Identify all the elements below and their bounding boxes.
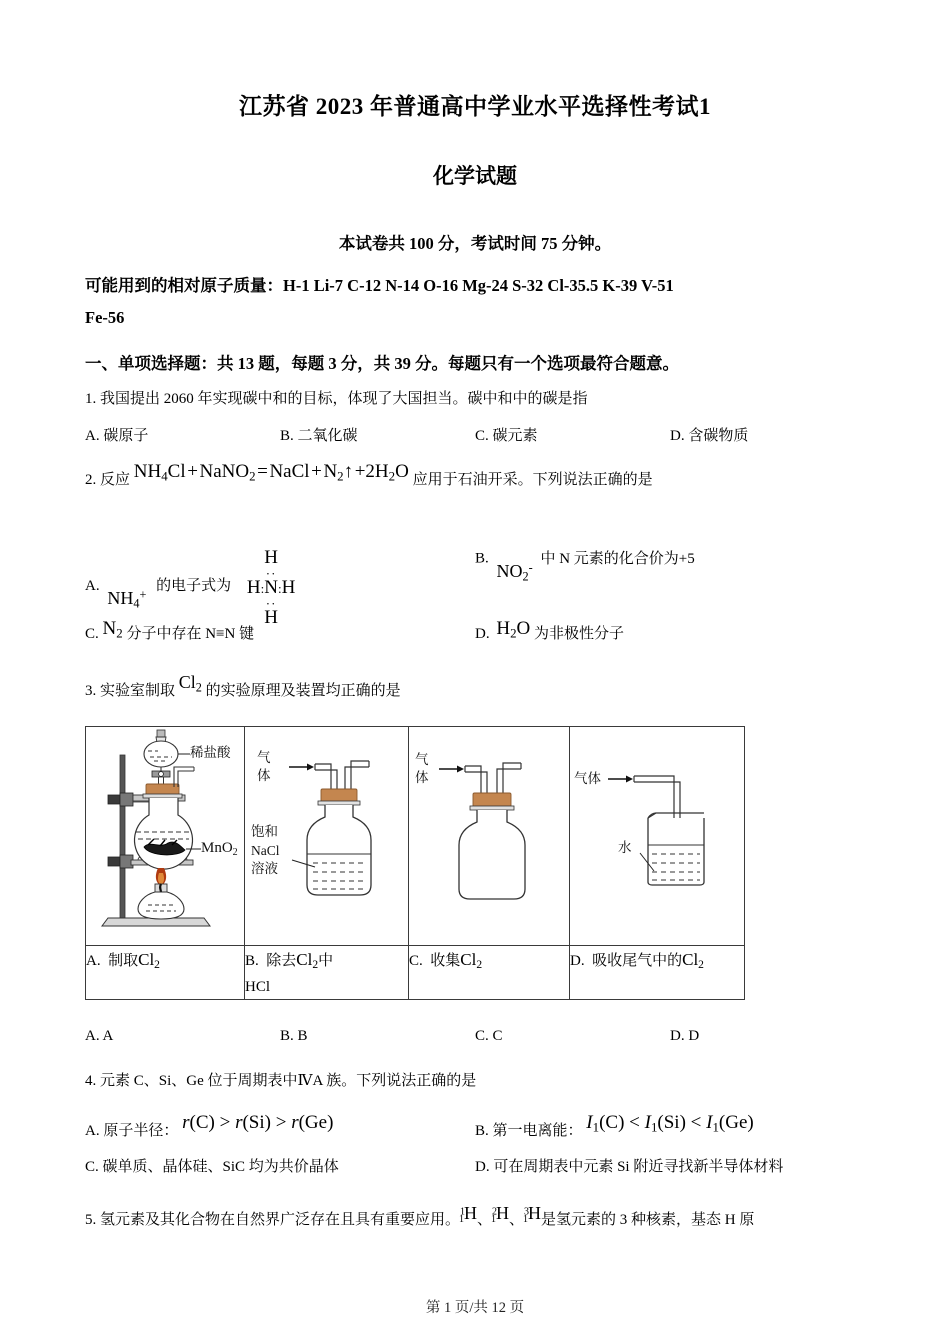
label-dilute-hcl: 稀盐酸 — [190, 745, 231, 761]
question-2: 2. 反应 $NH_4Cl$ + NaNO$_2$ = NaCl + $N_2↑$ $+2H_2O$ 应用于石油开采。下列说法正确的是 — [85, 461, 653, 489]
isotope-3: $^3_1$H — [523, 1203, 542, 1226]
question-4: 4. 元素 C、Si、Ge 位于周期表中ⅣA 族。下列说法正确的是 — [85, 1073, 477, 1090]
option-2d-formula: $H_2O$ — [496, 618, 531, 641]
option-2b-formula: $NO_2^-$ — [496, 560, 533, 584]
lewis-bottom-h: H — [264, 607, 278, 629]
atomic-mass-line-2: Fe-56 — [85, 308, 125, 328]
question-3: 3. 实验室制取 $Cl_2$ 的实验原理及装置均正确的是 — [85, 672, 401, 700]
apparatus-caption-row — [86, 946, 745, 1000]
apparatus-figure-row — [86, 727, 745, 946]
atomic-mass-line-1: 可能用到的相对原子质量：H-1 Li-7 C-12 N-14 O-16 Mg-24 S-32 Cl-35.5 K-39 V-51 — [85, 275, 674, 295]
question-4-options-row-2 — [85, 1155, 865, 1179]
page-subtitle: 化学试题 — [433, 163, 517, 188]
question-1 — [85, 388, 865, 411]
isotope-2: $^2_1$H — [491, 1203, 510, 1226]
page-title: 江苏省 2023 年普通高中学业水平选择性考试1 — [239, 94, 711, 119]
option-4a-formula: r(C) > r(Si) > r(Ge) — [182, 1112, 334, 1134]
option-3a[interactable]: A. A — [85, 1028, 114, 1045]
label-gas-b: 气 体 — [257, 750, 271, 784]
figure-gas-washing-bottle — [245, 727, 408, 945]
option-2c[interactable]: C. $N_2$ 分子中存在 N≡N 键 — [85, 618, 255, 643]
beaker-water-svg — [570, 727, 744, 945]
label-gas-c: 气 体 — [415, 752, 429, 786]
option-1d[interactable]: D. 含碳物质 — [670, 428, 749, 445]
option-2d[interactable]: D. $H_2O$ 为非极性分子 — [475, 618, 625, 643]
question-1-stem: 1. 我国提出 2060 年实现碳中和的目标，体现了大国担当。碳中和中的碳是指 — [85, 391, 588, 408]
option-4d[interactable]: D. 可在周期表中元素 Si 附近寻找新半导体材料 — [475, 1159, 784, 1176]
lewis-top-h: H — [264, 547, 278, 569]
option-1c[interactable]: C. 碳元素 — [475, 428, 538, 445]
lewis-right-h: H — [281, 577, 296, 599]
option-2a-formula: $NH_4^+$ — [107, 587, 147, 611]
lewis-dots-bottom: ·· — [265, 596, 277, 612]
option-2a[interactable]: A. $NH_4^+$ 的电子式为 H ·· H:N:H ·· H — [85, 547, 296, 629]
figure-beaker-water — [570, 727, 744, 945]
isotope-1: $^1_1$H — [459, 1203, 478, 1226]
question-5: 5. 氢元素及其化合物在自然界广泛存在且具有重要应用。$^1_1$H、$^2_1$H、$^3_1$H是氢元素的 3 种核素，基态 H 原 — [85, 1203, 755, 1229]
label-mno2: MnO$_2$ — [201, 840, 238, 859]
apparatus-cell-c — [409, 727, 570, 946]
apparatus-cell-a — [86, 727, 245, 946]
question-3-options — [85, 1028, 865, 1048]
atomic-mass-info — [85, 270, 865, 334]
label-gas-d: 气体 — [574, 771, 601, 787]
lewis-middle-row: H:N:H — [246, 577, 296, 599]
question-3-formula: $Cl_2$ — [178, 672, 202, 695]
option-4c[interactable]: C. 碳单质、晶体硅、SiC 均为共价晶体 — [85, 1159, 339, 1176]
page-footer: 第 1 页/共 12 页 — [425, 1300, 525, 1316]
collection-bottle-svg — [409, 727, 569, 945]
option-1a[interactable]: A. 碳原子 — [85, 428, 149, 445]
exam-note: 本试卷共 100 分，考试时间 75 分钟。 — [338, 233, 612, 253]
option-4b[interactable]: B. 第一电离能： $I_1(C) < I_1(Si) < I_1(Ge)$ — [475, 1112, 754, 1140]
option-4b-formula: $I_1(C) < I_1(Si) < I_1(Ge)$ — [586, 1112, 754, 1136]
question-2-equation: $NH_4Cl$ + NaNO$_2$ = NaCl + $N_2↑$ $+2H_2O$ — [133, 461, 409, 485]
option-2c-formula: $N_2$ — [102, 618, 123, 641]
option-4a[interactable]: A. 原子半径： r(C) > r(Si) > r(Ge) — [85, 1112, 334, 1140]
label-saturated-nacl: 饱和 NaCl 溶液 — [251, 824, 280, 876]
figure-collection-bottle — [409, 727, 569, 945]
option-1b[interactable]: B. 二氧化碳 — [280, 428, 358, 445]
label-water: 水 — [618, 840, 632, 856]
caption-cell-a: A. 制取$Cl_2$ — [86, 946, 245, 1000]
question-2-options-row-2 — [85, 616, 865, 648]
figure-gas-generator — [86, 727, 244, 945]
caption-cell-b: B. 除去$Cl_2$中 HCl — [245, 946, 409, 1000]
apparatus-cell-b — [245, 727, 409, 946]
section-heading: 一、单项选择题：共 13 题，每题 3 分，共 39 分。每题只有一个选项最符合题意。 — [85, 354, 679, 374]
question-2-options-row-1 — [85, 524, 865, 629]
option-2b[interactable]: B. $NO_2^-$ 中 N 元素的化合价为+5 — [475, 550, 695, 584]
caption-cell-c: C. 收集$Cl_2$ — [409, 946, 570, 1000]
lewis-dots-top: ·· — [265, 566, 277, 582]
question-4-options-row-1 — [85, 1109, 865, 1145]
option-3d[interactable]: D. D — [670, 1028, 700, 1045]
option-3b[interactable]: B. B — [280, 1028, 308, 1045]
apparatus-table — [85, 726, 745, 1000]
question-1-options — [85, 424, 865, 444]
apparatus-cell-d — [570, 727, 745, 946]
page-content — [85, 0, 865, 1233]
option-3c[interactable]: C. C — [475, 1028, 503, 1045]
lewis-left-h: H — [246, 577, 261, 599]
caption-cell-d: D. 吸收尾气中的$Cl_2$ — [570, 946, 745, 1000]
lewis-center-n: N — [264, 577, 278, 599]
